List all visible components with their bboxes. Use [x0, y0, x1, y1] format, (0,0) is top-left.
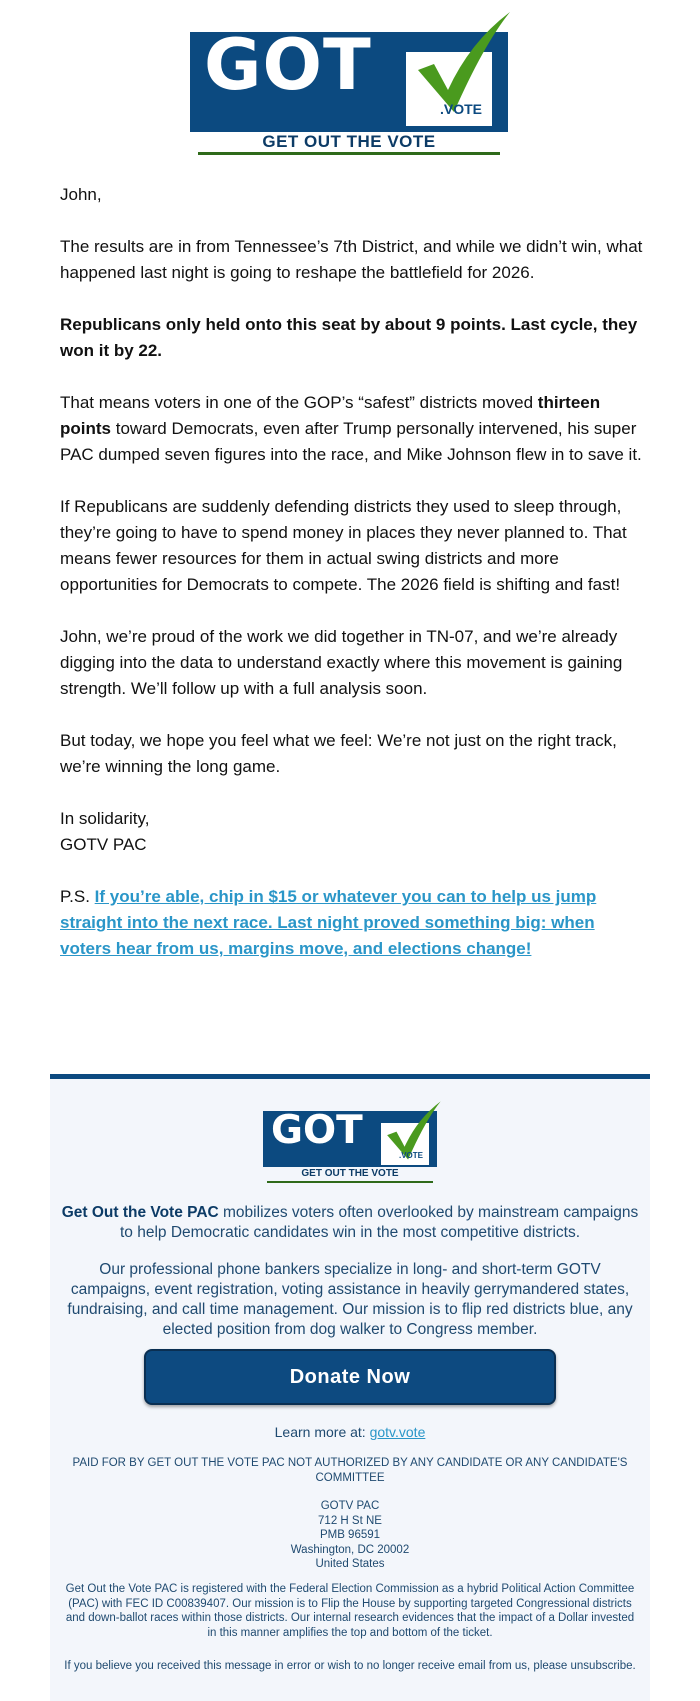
logo-wordmark: GOT [204, 24, 372, 106]
footer-logo[interactable] [263, 1099, 443, 1189]
address-country: United States [315, 1558, 385, 1570]
mailing-address [60, 1499, 640, 1572]
shift-text-before: That means voters in one of the GOP’s “safest” districts moved [60, 393, 538, 412]
address-name: GOTV PAC [320, 1500, 380, 1512]
unsubscribe-notice[interactable]: If you believe you received this message in error or wish to no longer receive email from us, please unsubscribe. [64, 1660, 636, 1672]
ps-donate-link[interactable]: If you’re able, chip in $15 or whatever you can to help us jump straight into the next race. Last night proved something big: when voters hear from us, margins move, and elections change! [60, 887, 597, 958]
org-name: Get Out the Vote PAC [61, 1204, 219, 1221]
donate-now-button[interactable]: Donate Now [144, 1349, 556, 1405]
paragraph-shift [60, 390, 650, 468]
address-pmb: PMB 96591 [319, 1529, 381, 1541]
shift-bold-text: thirteen points [60, 393, 601, 438]
learn-more-label: Learn more at: [274, 1424, 370, 1440]
website-link[interactable]: gotv.vote [369, 1424, 426, 1440]
org-description: mobilizes voters often overlooked by mainstream campaigns to help Democratic candidates win in the most competitive districts. [119, 1204, 639, 1241]
greeting: John, [60, 185, 102, 204]
margin-bold-text: Republicans only held onto this seat by about 9 points. Last cycle, they won it by 22. [60, 315, 638, 360]
footer-logo-wordmark: GOT [271, 1108, 363, 1153]
paragraph-results: The results are in from Tennessee’s 7th District, and while we didn’t win, what happened last night is going to reshape the battlefield for 2026. [60, 237, 643, 282]
paragraph-margin [60, 312, 650, 364]
paragraph-defending: If Republicans are suddenly defending districts they used to sleep through, they’re going to have to spend money in places they never planned to. That means fewer resources for them in actual swing districts and more opportunities for Democrats to compete. The 2026 field is shifting and fast! [60, 497, 627, 594]
signoff-block [60, 806, 650, 858]
email-body [60, 182, 650, 988]
logo-underline [198, 152, 500, 155]
paragraph-proud: John, we’re proud of the work we did together in TN-07, and we’re already digging into the data to understand exactly where this movement is gaining strength. We’ll follow up with a full analysis soon. [60, 627, 623, 698]
signoff: In solidarity, [60, 809, 150, 828]
org-about [60, 1203, 640, 1243]
shift-text-after: toward Democrats, even after Trump personally intervened, his super PAC dumped seven figures into the race, and Mike Johnson flew in to save it. [60, 419, 642, 464]
footer-logo-underline [267, 1181, 433, 1183]
ps-prefix: P.S. [60, 887, 95, 906]
logo-vote-suffix: .VOTE [440, 101, 483, 117]
address-street: 712 H St NE [318, 1514, 382, 1527]
paragraph-hope: But today, we hope you feel what we feel: We’re not just on the right track, we’re winning the long game. [60, 731, 617, 776]
learn-more [60, 1422, 640, 1442]
footer-logo-vote-suffix: .VOTE [399, 1151, 424, 1160]
footer-logo-tagline: GET OUT THE VOTE [301, 1168, 399, 1179]
paid-for-disclaimer: PAID FOR BY GET OUT THE VOTE PAC NOT AUTHORIZED BY ANY CANDIDATE OR ANY CANDIDATE'S COMMITTEE [72, 1457, 628, 1484]
logo-tagline: GET OUT THE VOTE [262, 132, 436, 151]
header-logo[interactable] [190, 8, 520, 158]
fec-disclaimer: Get Out the Vote PAC is registered with the Federal Election Commission as a hybrid Political Action Committee (PAC) with FEC ID C00839407. Our mission is to Flip the House by supporting targeted Congressional districts and down-ballot races within those districts. Our internal research evidences that the impact of a Dollar invested in this manner amplifies the top and bottom of the ticket. [65, 1583, 635, 1639]
address-city: Washington, DC 20002 [290, 1543, 410, 1556]
org-services: Our professional phone bankers specialize in long- and short-term GOTV campaigns, event registration, voting assistance in heavily gerrymandered states, fundraising, and call time management. Our mission is to flip red districts blue, any elected position from dog walker to Congress member. [67, 1261, 633, 1338]
footer [50, 1074, 650, 1701]
postscript [60, 884, 650, 962]
signature: GOTV PAC [60, 835, 147, 854]
